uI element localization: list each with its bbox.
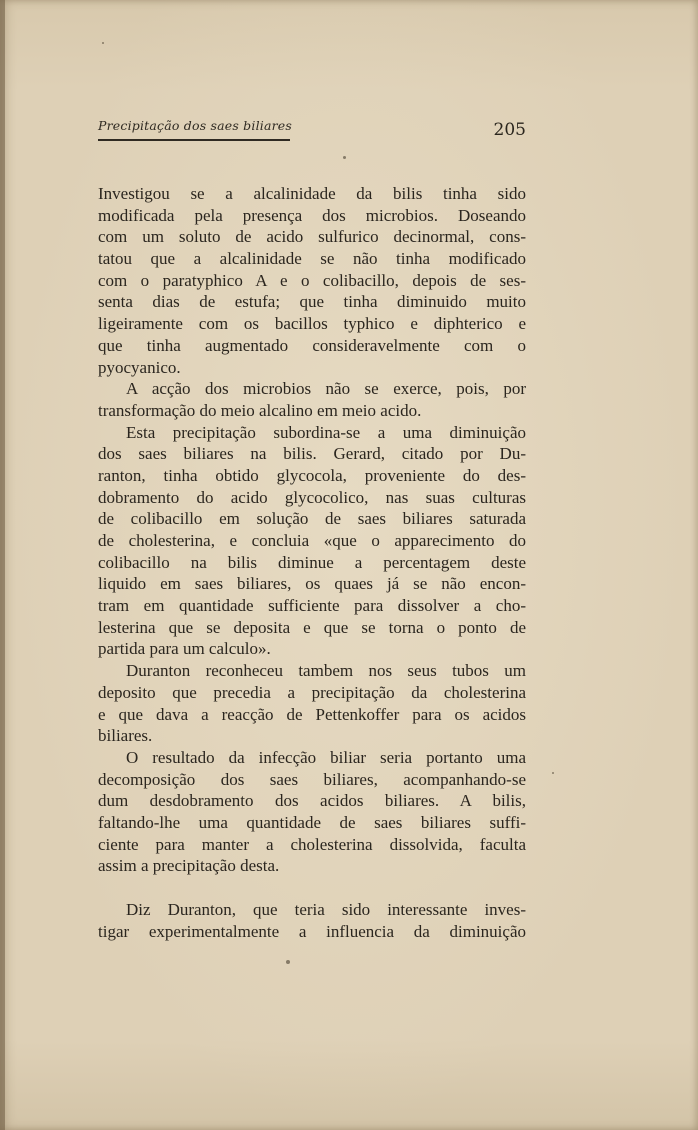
text-line: faltando-lhe uma quantidade de saes biliares suffi-	[98, 812, 526, 832]
paper-speck	[552, 772, 554, 774]
text-line: decomposição dos saes biliares, acompanhando-se	[98, 769, 526, 789]
paper-speck	[286, 960, 290, 964]
paper-speck	[343, 156, 346, 159]
text-line: liquido em saes biliares, os quaes já se não encon-	[98, 574, 526, 594]
text-line: colibacillo na bilis diminue a percentagem deste	[98, 552, 526, 572]
text-line: pyocyanico.	[98, 357, 181, 377]
text-line: biliares.	[98, 726, 153, 746]
text-line: modificada pela presença dos microbios. Doseando	[98, 205, 526, 225]
page-header	[98, 115, 528, 145]
text-line: dobramento do acido glycocolico, nas suas culturas	[98, 487, 526, 507]
text-line: dum desdobramento dos acidos biliares. A bilis,	[98, 791, 526, 811]
text-line: transformação do meio alcalino em meio acido.	[98, 400, 422, 420]
text-line: ranton, tinha obtido glycocola, proveniente do des-	[98, 465, 526, 485]
text-line: ligeiramente com os bacillos typhico e diphterico e	[98, 314, 526, 334]
text-line: e que dava a reacção de Pettenkoffer para os acidos	[98, 704, 526, 724]
text-line: de cholesterina, e concluia «que o apparecimento do	[98, 531, 526, 550]
text-line: Duranton reconheceu tambem nos seus tubos um	[126, 661, 526, 681]
text-line: ciente para manter a cholesterina dissolvida, faculta	[98, 834, 526, 854]
text-line: lesterina que se deposita e que se torna o ponto de	[98, 617, 526, 637]
text-line: tram em quantidade sufficiente para dissolver a cho-	[98, 596, 526, 616]
paragraph-gap	[98, 877, 526, 899]
text-line: Investigou se a alcalinidade da bilis tinha sido	[98, 184, 526, 203]
text-line: O resultado da infecção biliar seria portanto uma	[126, 747, 526, 767]
text-line: com um soluto de acido sulfurico decinormal, cons-	[98, 227, 526, 247]
text-line: A acção dos microbios não se exerce, pois, por	[126, 379, 526, 399]
page-gutter-shadow	[0, 0, 5, 1130]
text-line: que tinha augmentado consideravelmente com o	[98, 335, 526, 355]
text-line: senta dias de estufa; que tinha diminuido muito	[98, 292, 526, 312]
running-title: Precipitação dos saes biliares	[98, 118, 293, 133]
text-line: de colibacillo em solução de saes biliares saturada	[98, 509, 526, 529]
text-line: deposito que precedia a precipitação da cholesterina	[98, 682, 526, 702]
text-line: dos saes biliares na bilis. Gerard, citado por Du-	[98, 444, 526, 464]
text-line: partida para um calculo».	[98, 639, 271, 659]
paper-speck	[102, 42, 104, 44]
running-title-rule	[98, 139, 290, 141]
text-line: Diz Duranton, que teria sido interessante inves-	[126, 900, 526, 919]
text-line: tigar experimentalmente a influencia da diminuição	[98, 921, 526, 941]
page-number: 205	[493, 120, 526, 140]
text-line: com o paratyphico A e o colibacillo, depois de ses-	[98, 270, 526, 290]
text-line: Esta precipitação subordina-se a uma diminuição	[126, 422, 526, 442]
text-line: tatou que a alcalinidade se não tinha modificado	[98, 249, 526, 269]
body-text	[98, 183, 526, 942]
text-line: assim a precipitação desta.	[98, 856, 280, 876]
